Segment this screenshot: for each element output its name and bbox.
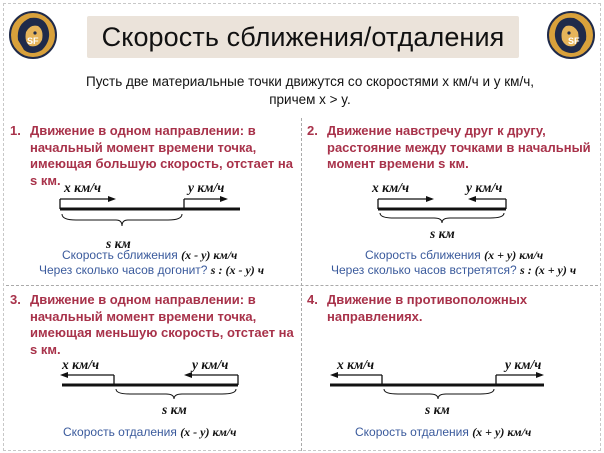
case-2-label-x: x км/ч	[372, 180, 410, 195]
horizontal-divider	[6, 285, 598, 286]
case-3-heading	[10, 292, 295, 358]
case-3-note-1-text: Скорость отдаления	[63, 425, 177, 439]
case-4-note-1-formula: (x + y) км/ч	[472, 425, 532, 439]
case-1-note-1-formula: (x - y) км/ч	[181, 248, 238, 262]
case-2-label-y: y км/ч	[466, 180, 503, 195]
case-3-note-1-formula: (x - y) км/ч	[180, 425, 237, 439]
case-4-number: 4.	[307, 292, 318, 307]
case-2-note-1	[365, 248, 543, 263]
page-title: Скорость сближения/отдаления	[101, 21, 505, 52]
case-2-number: 2.	[307, 123, 318, 138]
case-4-note-1-text: Скорость отдаления	[355, 425, 469, 439]
case-3-label-x: x км/ч	[62, 357, 100, 372]
case-1-number: 1.	[10, 123, 21, 138]
case-4-label-x: x км/ч	[337, 357, 375, 372]
case-3-diagram	[56, 372, 246, 408]
case-2-note-2-formula: s : (x + y) ч	[520, 263, 577, 277]
page-title-box	[87, 16, 519, 58]
case-1-note-2-formula: s : (x - y) ч	[210, 263, 265, 277]
case-1-diagram	[56, 196, 246, 242]
case-2-diagram	[374, 196, 514, 226]
case-4-heading	[307, 292, 597, 325]
case-4-label-y: y км/ч	[505, 357, 542, 372]
case-1-label-y: y км/ч	[188, 180, 225, 195]
case-1-note-1	[62, 248, 237, 263]
case-3-number: 3.	[10, 292, 21, 307]
case-2-heading	[307, 123, 597, 173]
case-1-label-s: s км	[106, 236, 131, 251]
lion-logo-left	[8, 10, 58, 60]
svg-text:SF: SF	[568, 36, 580, 46]
lion-icon	[546, 10, 596, 60]
case-4-label-s: s км	[425, 402, 450, 417]
case-2-note-2	[331, 263, 576, 278]
case-1-note-2	[39, 263, 264, 278]
case-3-label-y: y км/ч	[192, 357, 229, 372]
case-1-heading	[10, 123, 295, 189]
lion-icon	[8, 10, 58, 60]
case-2-note-1-formula: (x + y) км/ч	[484, 248, 544, 262]
case-3-note-1	[63, 425, 236, 440]
case-2-note-1-text: Скорость сближения	[365, 248, 481, 262]
case-2-heading-text: Движение навстречу друг к другу, расстояние между точками в начальный момент времени s км.	[327, 123, 591, 171]
case-4-heading-text: Движение в противоположных направлениях.	[327, 292, 528, 324]
lion-logo-right	[546, 10, 596, 60]
intro-line-2: причем x > y.	[269, 92, 351, 107]
intro-line-1: Пусть две материальные точки движутся со скоростями x км/ч и y км/ч,	[86, 74, 534, 89]
case-3-label-s: s км	[162, 402, 187, 417]
case-1-label-x: x км/ч	[64, 180, 102, 195]
case-1-note-1-text: Скорость сближения	[62, 248, 178, 262]
case-2-label-s: s км	[430, 226, 455, 241]
case-1-note-2-text: Через сколько часов догонит?	[39, 263, 208, 277]
svg-text:SF: SF	[27, 36, 39, 46]
case-2-note-2-text: Через сколько часов встретятся?	[331, 263, 517, 277]
case-1-heading-text: Движение в одном направлении: в начальный момент времени точка, имеющая большую скорость, отстает на s км.	[30, 123, 293, 188]
case-4-note-1	[355, 425, 531, 440]
case-3-heading-text: Движение в одном направлении: в начальный момент времени точка, имеющая меньшую скорость, отстает на s км.	[30, 292, 294, 357]
intro-text	[40, 73, 580, 109]
